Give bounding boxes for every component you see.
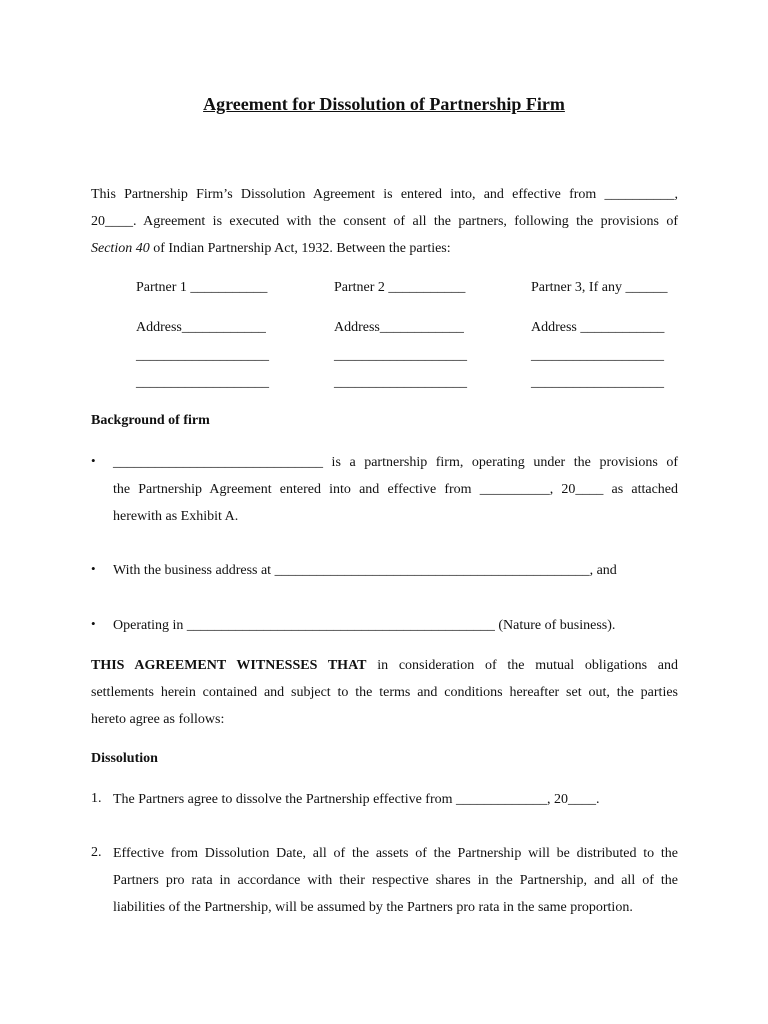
dissolution-heading: Dissolution <box>91 751 158 766</box>
section-reference: Section 40 <box>91 241 150 256</box>
witness-line-2: settlements herein contained and subject to the terms and conditions hereafter set out, the parties <box>91 685 678 700</box>
bullet-icon: • <box>91 616 96 631</box>
intro-line-3-rest: of Indian Partnership Act, 1932. Between the parties: <box>149 241 451 256</box>
bullet-icon: • <box>91 453 96 468</box>
item-2-line-2: Partners pro rata in accordance with their respective shares in the Partnership, and all of the <box>113 873 678 888</box>
intro-line-2: 20____. Agreement is executed with the consent of all the partners, following the provisions of <box>91 214 678 229</box>
intro-line-3 <box>91 235 678 262</box>
bullet-1-line-1: ______________________________ is a partnership firm, operating under the provisions of <box>113 455 678 470</box>
document-title: Agreement for Dissolution of Partnership Firm <box>203 94 565 114</box>
partner-2-address-blank-1: ___________________ <box>334 348 467 363</box>
partner-3-address: Address ____________ <box>531 320 665 335</box>
bullet-3-line-1: Operating in ____________________________________________ (Nature of business). <box>113 618 616 633</box>
witness-paragraph <box>91 652 678 733</box>
partner-3-name: Partner 3, If any ______ <box>531 280 668 295</box>
item-number: 1. <box>91 791 102 806</box>
bullet-1-line-3: herewith as Exhibit A. <box>113 509 239 524</box>
item-1-text <box>113 786 678 813</box>
witness-line-1-rest: in consideration of the mutual obligations and <box>366 658 678 673</box>
intro-line-1: This Partnership Firm’s Dissolution Agreement is entered into, and effective from __________, <box>91 187 678 202</box>
partner-3-address-blank-1: ___________________ <box>531 348 664 363</box>
partner-1-address-blank-1: ___________________ <box>136 348 269 363</box>
partner-2-address: Address____________ <box>334 320 464 335</box>
witness-bold-lead: THIS AGREEMENT WITNESSES THAT <box>91 658 367 673</box>
bullet-3-text <box>113 612 678 639</box>
item-2-line-1: Effective from Dissolution Date, all of the assets of the Partnership will be distributed to the <box>113 846 678 861</box>
bullet-icon: • <box>91 561 96 576</box>
item-number: 2. <box>91 845 102 860</box>
witness-line-3: hereto agree as follows: <box>91 712 225 727</box>
partner-2-address-blank-2: ___________________ <box>334 375 467 390</box>
bullet-1-line-2: the Partnership Agreement entered into and effective from __________, 20____ as attached <box>113 482 678 497</box>
partner-1-name: Partner 1 ___________ <box>136 280 268 295</box>
bullet-2-line-1: With the business address at _____________________________________________, and <box>113 563 617 578</box>
bullet-1-text <box>113 449 678 530</box>
partner-1-address-blank-2: ___________________ <box>136 375 269 390</box>
item-2-text <box>113 840 678 921</box>
witness-line-1 <box>91 652 678 679</box>
background-heading: Background of firm <box>91 413 210 428</box>
intro-paragraph <box>91 181 678 262</box>
bullet-2-text <box>113 557 678 584</box>
partner-1-address: Address____________ <box>136 320 266 335</box>
item-1-line-1: The Partners agree to dissolve the Partnership effective from _____________, 20____. <box>113 792 600 807</box>
partner-3-address-blank-2: ___________________ <box>531 375 664 390</box>
item-2-line-3: liabilities of the Partnership, will be assumed by the Partners pro rata in the same proportion. <box>113 900 633 915</box>
partner-2-name: Partner 2 ___________ <box>334 280 466 295</box>
